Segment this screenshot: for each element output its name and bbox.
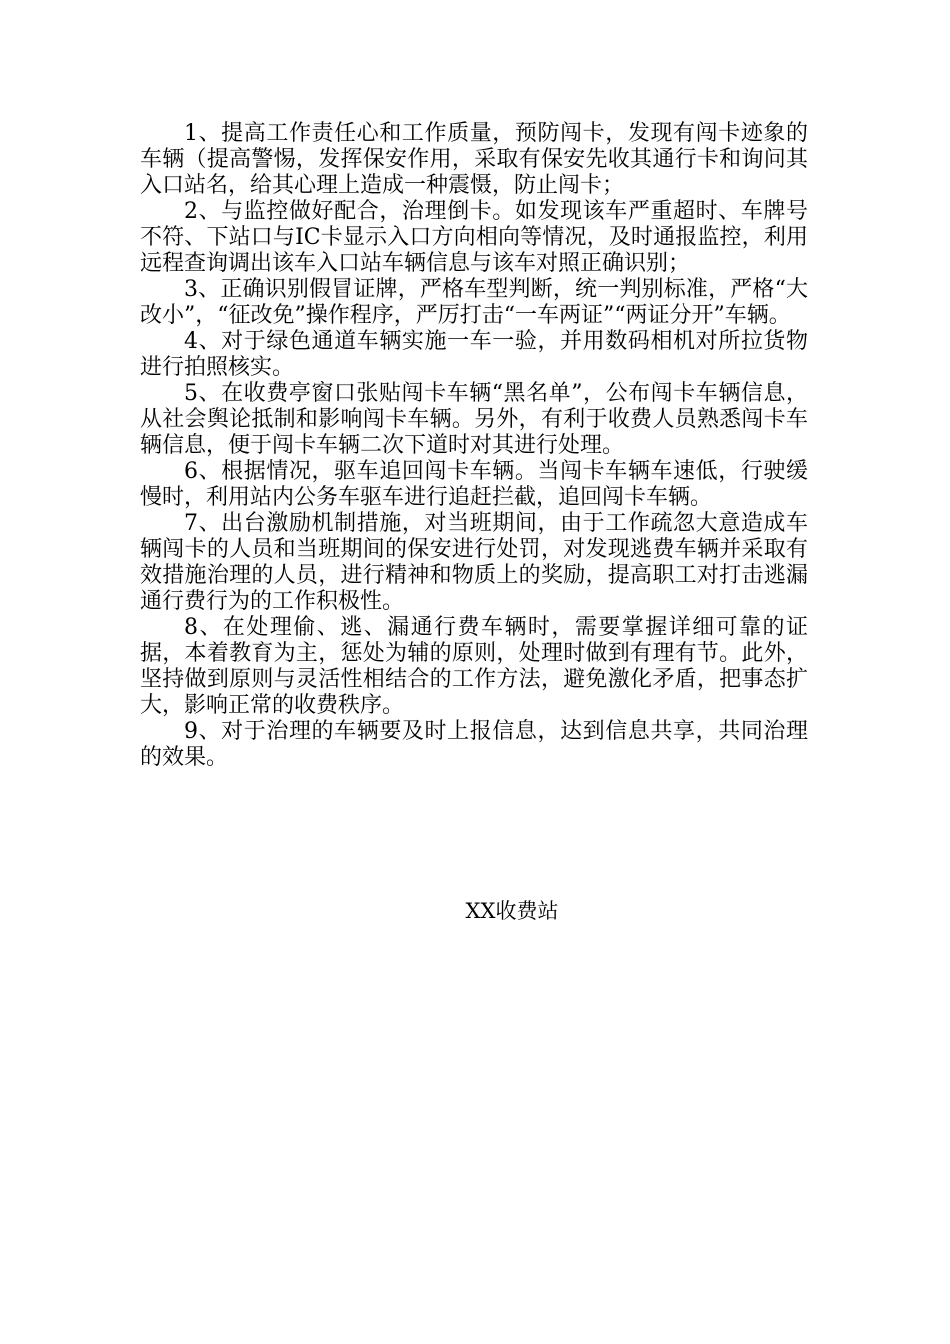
paragraph-5: 5、在收费亭窗口张贴闯卡车辆“黑名单”，公布闯卡车辆信息，从社会舆论抵制和影响闯卡车辆。另外，有利于收费人员熟悉闯卡车辆信息，便于闯卡车辆二次下道时对其进行处理。 [140, 381, 808, 458]
document-body [140, 121, 808, 771]
paragraph-6: 6、根据情况，驱车追回闯卡车辆。当闯卡车辆车速低，行驶缓慢时，利用站内公务车驱车进行追赶拦截，追回闯卡车辆。 [140, 459, 808, 510]
paragraph-4: 4、对于绿色通道车辆实施一车一验，并用数码相机对所拉货物进行拍照核实。 [140, 329, 808, 380]
paragraph-2: 2、与监控做好配合，治理倒卡。如发现该车严重超时、车牌号不符、下站口与IC卡显示入口方向相向等情况，及时通报监控，利用远程查询调出该车入口站车辆信息与该车对照正确识别； [140, 199, 808, 276]
paragraph-3: 3、正确识别假冒证牌，严格车型判断，统一判别标准，严格“大改小”，“征改免”操作程序，严厉打击“一车两证”“两证分开”车辆。 [140, 277, 808, 328]
paragraph-9: 9、对于治理的车辆要及时上报信息，达到信息共享，共同治理的效果。 [140, 719, 808, 770]
paragraph-7: 7、出台激励机制措施，对当班期间，由于工作疏忽大意造成车辆闯卡的人员和当班期间的保安进行处罚，对发现逃费车辆并采取有效措施治理的人员，进行精神和物质上的奖励，提高职工对打击逃漏通行费行为的工作积极性。 [140, 511, 808, 614]
signature-station-name: XX收费站 [465, 899, 559, 923]
paragraph-8: 8、在处理偷、逃、漏通行费车辆时，需要掌握详细可靠的证据，本着教育为主，惩处为辅的原则，处理时做到有理有节。此外，坚持做到原则与灵活性相结合的工作方法，避免激化矛盾，把事态扩大，影响正常的收费秩序。 [140, 615, 808, 718]
paragraph-1: 1、提高工作责任心和工作质量，预防闯卡，发现有闯卡迹象的车辆（提高警惕，发挥保安作用，采取有保安先收其通行卡和询问其入口站名，给其心理上造成一种震慑，防止闯卡； [140, 121, 808, 198]
